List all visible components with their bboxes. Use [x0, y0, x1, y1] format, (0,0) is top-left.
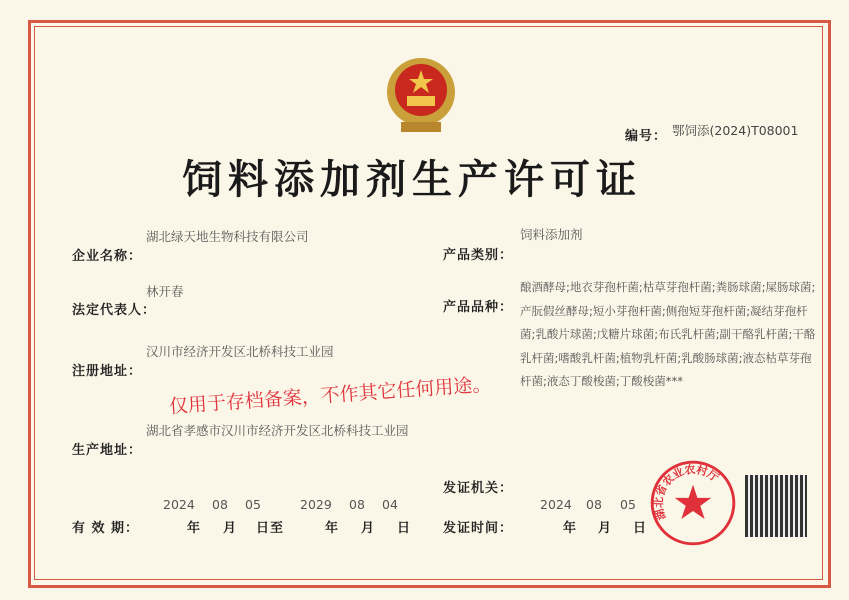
issue-day: 05	[620, 497, 636, 512]
watermark-text: 仅用于存档备案，不作其它任何用途。	[168, 373, 493, 418]
company-label: 企业名称：	[72, 249, 143, 264]
reg-address-label: 注册地址：	[72, 364, 143, 379]
species-value: 酿酒酵母;地衣芽孢杆菌;枯草芽孢杆菌;粪肠球菌;屎肠球菌;产朊假丝酵母;短小芽孢杆菌;侧孢短芽孢杆菌;凝结芽孢杆菌;乳酸片球菌;戊糖片球菌;布氏乳杆菌;副干酪乳杆菌;干酪乳杆菌;嗜酸乳杆菌;植物乳杆菌;乳酸肠球菌;液态枯草芽孢杆菌;液态丁酸梭菌;丁酸梭菌***	[520, 280, 816, 388]
month-char: 月	[223, 521, 238, 536]
reg-address-value: 汉川市经济开发区北桥科技工业园	[146, 344, 334, 359]
company-value: 湖北绿天地生物科技有限公司	[146, 229, 309, 244]
year-char: 年	[187, 521, 202, 536]
valid-to-month: 08	[349, 497, 365, 512]
official-seal	[650, 460, 736, 546]
valid-from-day: 05	[245, 497, 261, 512]
day-to-char: 日至	[256, 521, 285, 536]
qr-code[interactable]	[745, 475, 807, 537]
permit-number: 鄂饲添(2024)T08001	[672, 123, 799, 138]
legal-rep-value: 林开春	[146, 284, 184, 299]
category-value: 饲料添加剂	[520, 227, 583, 242]
issue-year: 2024	[540, 497, 572, 512]
legal-rep-label: 法定代表人：	[72, 303, 157, 318]
number-label: 编号：	[625, 129, 668, 144]
valid-to-year: 2029	[300, 497, 332, 512]
year-char: 年	[325, 521, 340, 536]
prod-address-value: 湖北省孝感市汉川市经济开发区北桥科技工业园	[146, 423, 409, 438]
issue-month: 08	[586, 497, 602, 512]
day-char: 日	[633, 521, 648, 536]
page-title: 饲料添加剂生产许可证	[182, 157, 642, 203]
year-char: 年	[563, 521, 578, 536]
national-emblem-icon	[385, 52, 457, 140]
category-label: 产品类别：	[443, 248, 514, 263]
issuer-label: 发证机关：	[443, 481, 514, 496]
seal-text: 湖北省农业农村厅	[652, 462, 722, 522]
issue-date-label: 发证时间：	[443, 521, 514, 536]
month-char: 月	[598, 521, 613, 536]
valid-to-day: 04	[382, 497, 398, 512]
month-char: 月	[361, 521, 376, 536]
species-label: 产品品种：	[443, 300, 514, 315]
prod-address-label: 生产地址：	[72, 443, 143, 458]
valid-from-year: 2024	[163, 497, 195, 512]
star-icon	[675, 485, 711, 519]
validity-label: 有 效 期：	[72, 521, 140, 536]
day-char: 日	[397, 521, 412, 536]
valid-from-month: 08	[212, 497, 228, 512]
